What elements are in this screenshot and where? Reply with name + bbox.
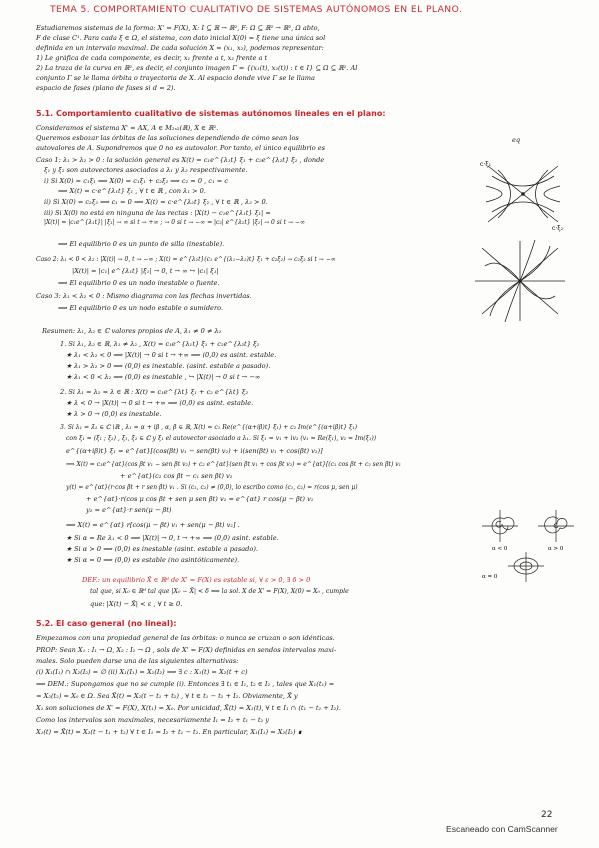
resumen-heading: Resumen: λ₁, λ₂ ∈ ℂ valores propios de A, λ₁ ≠ 0 ≠ λ₂ xyxy=(42,327,222,335)
section-line: Caso 3: λ₁ < λ₂ < 0 : Mismo diagrama con las flechas invertidas. xyxy=(36,292,252,300)
scanner-watermark: Escaneado con CamScanner xyxy=(446,824,558,834)
side-note: eq xyxy=(512,136,521,144)
resumen-line: y(t) = e^{αt}(r·cos βt + r sen βt) v₁ . Si (c₁, c₂) ≠ (0,0), lo escribo como (c₁, c₂) = r(cos μ, sen μ) xyxy=(66,484,358,491)
section-line: X₁(t) = X̃(t) = X₂(t − t₁ + t₂) ∀ t ∈ I₁ = I₂ + t₁ − t₂. En particular, X₁(I₁) = X₂(I₂) ∎ xyxy=(36,728,302,736)
section-line: Empezamos con una propiedad general de las órbitas: o nunca se cruzan o son idénticas. xyxy=(36,634,335,642)
fig-label-alpha-neg: α < 0 xyxy=(492,546,508,552)
resumen-line: ★ λ > 0 → (0,0) es inestable. xyxy=(66,410,162,418)
page-number: 22 xyxy=(541,810,553,820)
resumen-line: ★ Si α > 0 ⟹ (0,0) es inestable (asint. estable a pasado). xyxy=(66,545,259,553)
section-line: PROP: Sean X₁ : I₁ → Ω, X₂ : I₂ → Ω , sols de X' = F(X) definidas en sendos intervalos maxi- xyxy=(36,646,337,654)
fig-label-alpha-zero: α = 0 xyxy=(482,574,498,580)
svg-text:c·ξ₂: c·ξ₂ xyxy=(552,225,563,232)
spiral-diagrams xyxy=(478,508,588,586)
definition-line: que: |X(t) − X̄| < ε , ∀ t ≥ 0. xyxy=(90,600,183,608)
resumen-line: 3. Si λ₁ = λ̄₂ ∈ ℂ∖ℝ , λ₁ = α + iβ , α, β ∈ ℝ, X(t) = c₁ Re(e^{(α+iβ)t} ξ₁) + c₂ Im(e^{(α+iβ)t} ξ₁) xyxy=(60,424,358,431)
section-line: Queremos esbozar las órbitas de las soluciones dependiendo de cómo sean los xyxy=(36,134,299,142)
intro-line: conjunto Γ se le llama órbita o trayectoria de X. Al espacio donde vive Γ se le llama xyxy=(36,74,315,82)
section-line: ⟹ El equilibrio 0 es un nodo estable o sumidero. xyxy=(58,304,224,312)
section-line: iii) Si X(0) no está en ninguna de las rectas : |X(t) − c₁e^{λ₁t} ξ₁| = xyxy=(44,209,271,217)
section-line: ⟹ El equilibrio 0 es un nodo inestable o fuente. xyxy=(58,279,220,287)
intro-line: espacio de fases (plano de fases si d = 2). xyxy=(36,84,176,92)
definition-text: DEF.: un equilibrio X̄ ∈ ℝᵈ de X' = F(X) es estable si, ∀ ε > 0, ∃ δ > 0 xyxy=(82,576,311,584)
section-line: X₁ son soluciones de X' = F(X), X(t₁) = X₀. Por unicidad, X̃(t) = X₁(t), ∀ t ∈ I₁ ∩ (t₁ − t₂ + I₂). xyxy=(36,704,341,712)
intro-line: Estudiaremos sistemas de la forma: X' = F(X), X: I ⊆ ℝ → ℝ², F: Ω ⊆ ℝ² → ℝ², Ω abto, xyxy=(36,24,320,32)
section-line: i) Si X(0) = c₁ξ₁ ⟹ X(0) = c₁ξ₁ + c₂ξ₂ ⟹ c₂ = 0 , c₁ = c xyxy=(44,177,229,185)
section-heading-5-2: 5.2. El caso general (no lineal): xyxy=(36,619,177,628)
resumen-line: ★ λ < 0 → |X(t)| → 0 si t → +∞ ⟹ (0,0) es asint. estable. xyxy=(66,399,254,407)
node-diagram xyxy=(470,236,570,326)
section-line: Consideramos el sistema X' = AX, A ∈ M₂ₓ₂(ℝ), X ∈ ℝ². xyxy=(36,124,219,132)
section-line: = X₂(t₂) = X₀ ∈ Ω. Sea X̃(t) = X₂(t − t₁ + t₂) , ∀ t ∈ t₁ − t₂ + I₂. Obviamente, X̃ y xyxy=(36,692,298,700)
intro-line: definida en un intervalo maximal. De cada solución X = (x₁, x₂), podemos representar: xyxy=(36,44,324,52)
intro-line: F de clase C¹. Para cada ξ ∈ Ω, el sistema, con dato inicial X(0) = ξ tiene una única sol xyxy=(36,34,326,42)
resumen-line: ★ Si α = 0 ⟹ (0,0) es estable (no asintóticamente). xyxy=(66,556,240,564)
definition-line xyxy=(82,576,310,584)
definition-line: tal que, si X₀ ∈ ℝᵈ tal que |X₀ − X̄| < δ ⟹ la sol. X de X' = F(X), X(0) = X₀ , cumple xyxy=(90,588,349,595)
svg-text:c·ξ₁: c·ξ₁ xyxy=(480,161,491,168)
section-line: autovalores de A. Supondremos que 0 no es autovalor. Por tanto, el único equilibrio es xyxy=(36,144,326,152)
intro-line: 2) La traza de la curva en ℝ², es decir, el conjunto imagen Γ = {(x₁(t), x₂(t)) : t ∈ I} ⊆ Ω ⊆ ℝ². Al xyxy=(36,64,358,72)
fig-label-alpha-pos: α > 0 xyxy=(548,546,564,552)
resumen-line: ⟹ X(t) = c₁e^{αt}(cos βt v₁ − sen βt v₂) + c₂ e^{αt}(sen βt v₁ + cos βt v₂) = e^{αt}[(c₁ cos βt + c₂ sen βt) v₁ xyxy=(66,461,401,468)
section-line: ii) Si X(0) = c₂ξ₂ ⟹ c₁ = 0 ⟹ X(t) = c·e^{λ₂t} ξ₂ , ∀ t ∈ ℝ , λ₂ > 0. xyxy=(44,198,268,206)
resumen-line: con ξ₁ = (ξ₁ ; ξ₂) , ξ₁, ξ₂ ∈ ℂ y ξ₁ el autovector asociado a λ₁. Si ξ₁ = v₁ + iv₂ (v₁ = Re(ξ₁), v₂ = Im(ξ₁)) xyxy=(66,435,377,442)
section-heading-5-1: 5.1. Comportamiento cualitativo de sistemas autónomos lineales en el plano: xyxy=(36,109,386,118)
intro-line: 1) Le gráfica de cada componente, es decir, x₁ frente a t, x₂ frente a t xyxy=(36,54,268,62)
resumen-line: + e^{αt}(c₂ cos βt − c₁ sen βt) v₂ xyxy=(120,472,233,480)
resumen-line: ★ λ₁ < 0 < λ₂ ⟹ (0,0) es inestable , ↪ |X(t)| → 0 si t → −∞ xyxy=(66,373,261,381)
resumen-line: y₂ = e^{αt}·r sen(μ − βt) xyxy=(86,506,172,514)
resumen-line: ⟹ X(t) = e^{αt} r[cos(μ − βt) v₁ + sen(μ − βt) v₂] . xyxy=(66,521,240,529)
section-line: ⟹ X(t) = c·e^{λ₁t} ξ₁ , ∀ t ∈ ℝ , con λ₁ > 0. xyxy=(58,187,206,195)
section-line: (i) X₁(I₁) ∩ X₂(I₂) = ∅ (ii) X₁(I₁) = X₂(I₂) ⟹ ∃ c : X₁(t) = X₂(t + c) xyxy=(36,668,248,676)
section-line: Caso 1: λ₁ > λ₂ > 0 : la solución general es X(t) = c₁e^{λ₁t} ξ₁ + c₂e^{λ₂t} ξ₂ , donde xyxy=(36,156,325,164)
resumen-line: e^{(α+iβ)t} ξ₁ = e^{αt}[(cos(βt) v₁ − sen(βt) v₂) + i(sen(βt) v₁ + cos(βt) v₂)] xyxy=(66,447,323,455)
resumen-line: + e^{αt}·r(cos μ cos βt + sen μ sen βt) v₂ = e^{αt} r cos(μ − βt) v₁ xyxy=(86,495,314,503)
resumen-line: ★ λ₁ > λ₂ > 0 ⟹ (0,0) es inestable. (asint. estable a pasado). xyxy=(66,362,271,370)
page-title: TEMA 5. COMPORTAMIENTO CUALITATIVO DE SISTEMAS AUTÓNOMOS EN EL PLANO. xyxy=(50,4,463,15)
section-line: |X(t)| = |c₁| e^{λ₁t} |ξ₁| → 0, t → ∞ ↪ |c₁| ξ₁| xyxy=(72,267,219,275)
section-line: Caso 2: λ₁ < 0 < λ₂ : |X(t)| → 0, t → −∞ ; X(t) = e^{λ₂t}(c₁ e^{(λ₁−λ₂)t} ξ₁ + c₂ξ₂) → c₂ξ₂ si t → −∞ xyxy=(36,256,336,263)
section-line: |X(t)| = |c₁e^{λ₁t}| |ξ₁| → ∞ si t → +∞ ; → 0 si t → −∞ = |c₂| e^{λ₂t} |ξ₂| → 0 si t → −∞ xyxy=(44,219,305,226)
section-line: males. Solo pueden darse una de las siguientes alternativas: xyxy=(36,657,239,665)
section-line: Como los intervalos son maximales, necesariamente I₁ = I₂ + t₁ − t₂ y xyxy=(36,716,269,724)
resumen-line: ★ λ₁ < λ₂ < 0 ⟹ |X(t)| → 0 si t → +∞ ⟹ (0,0) es asint. estable. xyxy=(66,351,277,359)
resumen-line: ★ Si α = Re λ₁ < 0 ⟹ |X(t)| → 0, t → +∞ ⟹ (0,0) asint. estable. xyxy=(66,534,279,542)
section-line: ξ₁ y ξ₂ son autovectores asociados a λ₁ y λ₂ respectivamente. xyxy=(44,166,248,174)
resumen-line: 1. Si λ₁, λ₂ ∈ ℝ, λ₁ ≠ λ₂ , X(t) = c₁e^{λ₁t} ξ₁ + c₂e^{λ₂t} ξ₂ xyxy=(60,340,260,348)
saddle-point-diagram xyxy=(478,156,568,232)
section-line: ⟹ DEM.: Supongamos que no se cumple (i). Entonces ∃ t₁ ∈ I₁, t₂ ∈ I₂ , tales que X₁(t₁) = xyxy=(36,680,335,688)
section-line: ⟹ El equilibrio 0 es un punto de silla (inestable). xyxy=(58,240,225,248)
resumen-line: 2. Si λ₁ = λ₂ = λ ∈ ℝ : X(t) = c₁e^{λt} ξ₁ + c₂ e^{λt} ξ₂ xyxy=(60,388,249,396)
